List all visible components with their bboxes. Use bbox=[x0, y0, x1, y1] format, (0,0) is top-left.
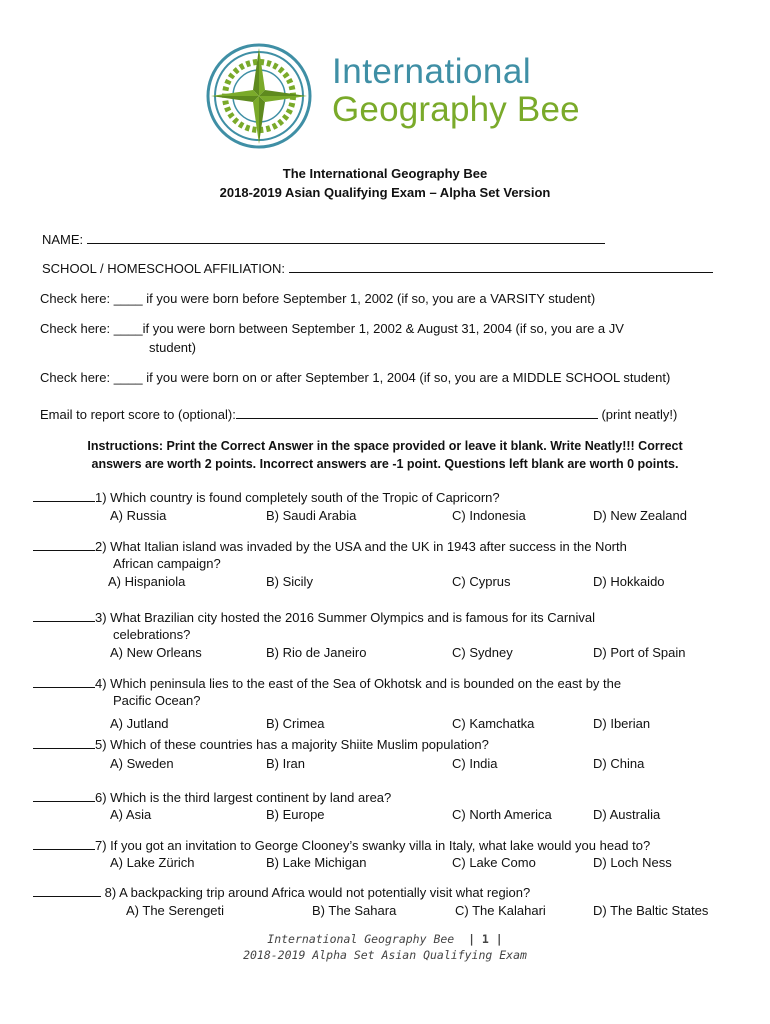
email-suffix: (print neatly!) bbox=[601, 407, 678, 422]
question-6-option-d: D) Australia bbox=[593, 807, 661, 822]
name-label: NAME: bbox=[42, 232, 84, 247]
question-text: 2) What Italian island was invaded by the USA and the UK in 1943 after success in the North bbox=[95, 539, 627, 554]
question-text-continued: African campaign? bbox=[113, 556, 221, 571]
footer-line1: International Geography Bee bbox=[267, 932, 455, 946]
question-4-option-c: C) Kamchatka bbox=[452, 716, 535, 731]
question-7 bbox=[33, 837, 733, 854]
question-2-option-b: B) Sicily bbox=[266, 574, 313, 589]
question-6-option-b: B) Europe bbox=[266, 807, 325, 822]
answer-blank[interactable] bbox=[33, 884, 101, 897]
question-line bbox=[33, 789, 733, 806]
check-varsity-prefix[interactable]: Check here: ____ bbox=[40, 291, 143, 306]
compass-rose-icon bbox=[205, 42, 313, 150]
question-3-option-b: B) Rio de Janeiro bbox=[266, 645, 367, 660]
answer-blank[interactable] bbox=[33, 837, 95, 850]
page-title: The International Geography Bee bbox=[282, 166, 488, 181]
email-label: Email to report score to (optional): bbox=[40, 407, 236, 422]
answer-blank[interactable] bbox=[33, 538, 95, 551]
question-5-option-d: D) China bbox=[593, 756, 645, 771]
question-line bbox=[33, 884, 733, 901]
question-line bbox=[33, 675, 733, 692]
question-1-option-c: C) Indonesia bbox=[452, 508, 526, 523]
instructions-line2: answers are worth 2 points. Incorrect answers are -1 point. Questions left blank are worth 0 points. bbox=[91, 457, 679, 471]
check-middle-text: if you were born on or after September 1, 2004 (if so, you are a MIDDLE SCHOOL student) bbox=[142, 370, 671, 385]
answer-blank[interactable] bbox=[33, 736, 95, 749]
answer-blank[interactable] bbox=[33, 609, 95, 622]
question-7-option-c: C) Lake Como bbox=[452, 855, 536, 870]
question-3-option-d: D) Port of Spain bbox=[593, 645, 686, 660]
page-number: | 1 | bbox=[468, 932, 503, 946]
question-1-option-b: B) Saudi Arabia bbox=[266, 508, 357, 523]
question-line bbox=[33, 837, 733, 854]
answer-blank[interactable] bbox=[33, 675, 95, 688]
question-5 bbox=[33, 736, 733, 753]
question-8-option-d: D) The Baltic States bbox=[593, 903, 709, 918]
check-jv-prefix[interactable]: Check here: ____ bbox=[40, 321, 143, 336]
question-line bbox=[33, 489, 733, 506]
question-4-option-d: D) Iberian bbox=[593, 716, 651, 731]
email-field[interactable] bbox=[236, 407, 598, 419]
answer-blank[interactable] bbox=[33, 789, 95, 802]
question-text: 3) What Brazilian city hosted the 2016 Summer Olympics and is famous for its Carnival bbox=[95, 610, 595, 625]
school-row bbox=[42, 261, 713, 276]
logo-text-line1: International bbox=[332, 52, 532, 91]
question-text-continued: Pacific Ocean? bbox=[113, 693, 201, 708]
question-2-option-a: A) Hispaniola bbox=[108, 574, 186, 589]
check-jv-row[interactable] bbox=[40, 321, 624, 336]
question-text: 7) If you got an invitation to George Clooney’s swanky villa in Italy, what lake would you head to? bbox=[95, 838, 651, 853]
question-text: 5) Which of these countries has a majority Shiite Muslim population? bbox=[95, 737, 489, 752]
question-6-option-c: C) North America bbox=[452, 807, 552, 822]
question-6 bbox=[33, 789, 733, 806]
page-subtitle: 2018-2019 Asian Qualifying Exam – Alpha Set Version bbox=[219, 185, 551, 200]
check-middle-row[interactable] bbox=[40, 370, 670, 385]
question-line bbox=[33, 609, 733, 626]
question-5-option-b: B) Iran bbox=[266, 756, 306, 771]
question-text: 6) Which is the third largest continent by land area? bbox=[95, 790, 392, 805]
question-line bbox=[33, 736, 733, 753]
question-7-option-b: B) Lake Michigan bbox=[266, 855, 367, 870]
question-1 bbox=[33, 489, 733, 506]
check-jv-cont: student) bbox=[149, 340, 196, 355]
instructions bbox=[40, 437, 730, 473]
instructions-line1: Instructions: Print the Correct Answer in the space provided or leave it blank. Write Neatly!!! Correct bbox=[87, 439, 683, 453]
question-8-option-a: A) The Serengeti bbox=[126, 903, 225, 918]
question-line bbox=[33, 538, 733, 555]
question-8-option-c: C) The Kalahari bbox=[455, 903, 546, 918]
question-5-option-c: C) India bbox=[452, 756, 498, 771]
name-row bbox=[42, 232, 605, 247]
question-2-option-d: D) Hokkaido bbox=[593, 574, 665, 589]
question-1-option-d: D) New Zealand bbox=[593, 508, 687, 523]
logo-text-line2: Geography Bee bbox=[332, 90, 580, 129]
question-7-option-d: D) Loch Ness bbox=[593, 855, 672, 870]
footer-line2: 2018-2019 Alpha Set Asian Qualifying Exam bbox=[243, 948, 527, 962]
question-7-option-a: A) Lake Zürich bbox=[110, 855, 195, 870]
question-2-option-c: C) Cyprus bbox=[452, 574, 511, 589]
check-varsity-row[interactable] bbox=[40, 291, 595, 306]
question-3-option-c: C) Sydney bbox=[452, 645, 513, 660]
check-middle-prefix[interactable]: Check here: ____ bbox=[40, 370, 143, 385]
question-8 bbox=[33, 884, 733, 901]
name-field[interactable] bbox=[87, 232, 605, 244]
question-4-option-b: B) Crimea bbox=[266, 716, 325, 731]
question-3 bbox=[33, 609, 733, 643]
answer-blank[interactable] bbox=[33, 489, 95, 502]
question-1-option-a: A) Russia bbox=[110, 508, 167, 523]
question-5-option-a: A) Sweden bbox=[110, 756, 174, 771]
question-text: 4) Which peninsula lies to the east of the Sea of Okhotsk and is bounded on the east by the bbox=[95, 676, 622, 691]
question-text: 8) A backpacking trip around Africa would not potentially visit what region? bbox=[101, 885, 531, 900]
question-4 bbox=[33, 675, 733, 709]
question-3-option-a: A) New Orleans bbox=[110, 645, 202, 660]
school-field[interactable] bbox=[289, 261, 713, 273]
school-label: SCHOOL / HOMESCHOOL AFFILIATION: bbox=[42, 261, 285, 276]
question-text: 1) Which country is found completely south of the Tropic of Capricorn? bbox=[95, 490, 500, 505]
question-4-option-a: A) Jutland bbox=[110, 716, 169, 731]
check-varsity-text: if you were born before September 1, 2002 (if so, you are a VARSITY student) bbox=[142, 291, 596, 306]
question-6-option-a: A) Asia bbox=[110, 807, 152, 822]
footer bbox=[0, 931, 770, 963]
question-2 bbox=[33, 538, 733, 572]
check-jv-text: if you were born between September 1, 2002 & August 31, 2004 (if so, you are a JV bbox=[142, 321, 624, 336]
question-text-continued: celebrations? bbox=[113, 627, 191, 642]
email-row bbox=[40, 407, 677, 422]
question-8-option-b: B) The Sahara bbox=[312, 903, 397, 918]
